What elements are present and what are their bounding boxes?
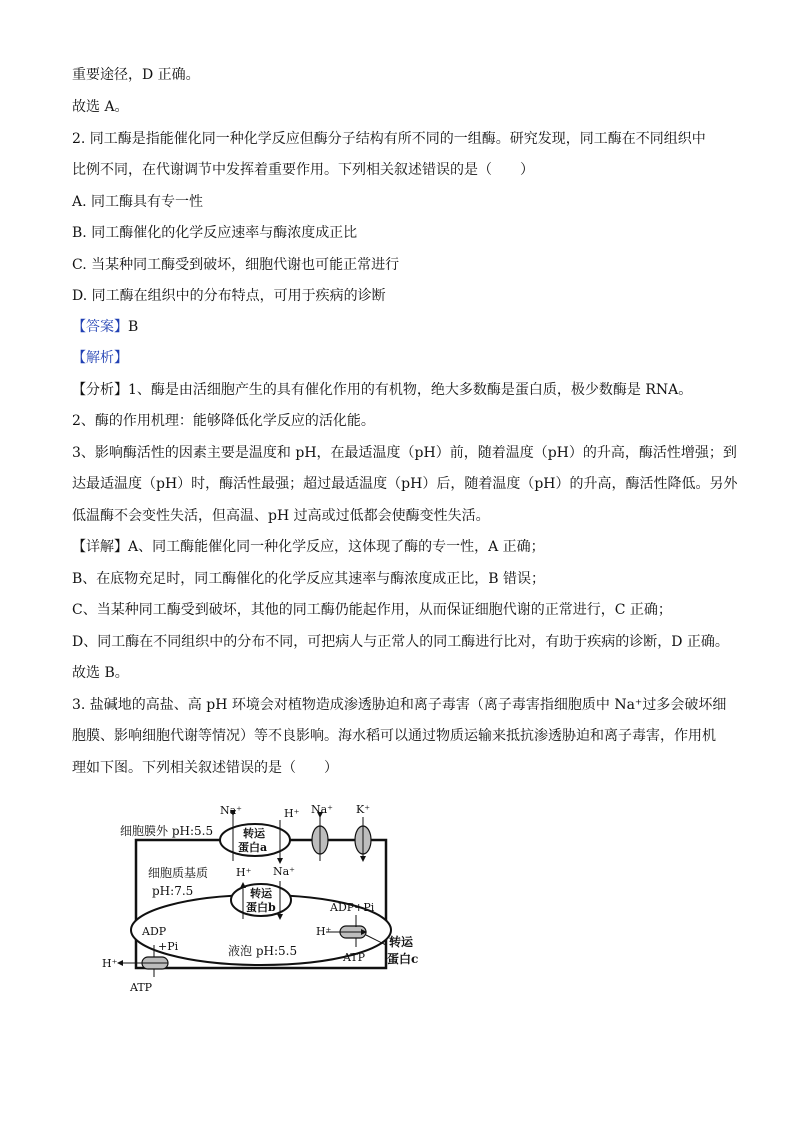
analysis-sub-tag: 【分析】 — [72, 382, 128, 398]
detail-tag: 【详解】 — [72, 539, 128, 555]
protein-b-label-1: 转运 — [250, 887, 272, 900]
detail-line-1 — [72, 538, 545, 556]
q3-stem-2: 胞膜、影响细胞代谢等情况）等不良影响。海水稻可以通过物质运输来抵抗渗透胁迫和离子毒害，作用机 — [72, 728, 716, 744]
answer-line — [72, 318, 138, 336]
transport-diagram — [98, 795, 438, 1005]
adp-label: ADP — [142, 925, 167, 938]
label-vacuole: 液泡 pH:5.5 — [228, 944, 298, 958]
line-1: 重要途径，D 正确。 — [72, 67, 200, 83]
q2-stem-2: 比例不同，在代谢调节中发挥着重要作用。下列相关叙述错误的是（ ） — [72, 162, 534, 178]
label-outside: 细胞膜外 pH:5.5 — [120, 824, 214, 838]
analysis-text-1: 1、酶是由活细胞产生的具有催化作用的有机物，绝大多数酶是蛋白质，极少数酶是 RNA。 — [128, 382, 693, 398]
na-b-label: Na⁺ — [273, 865, 295, 878]
analysis-tag: 【解析】 — [72, 350, 128, 366]
h-c-label: H⁺ — [316, 925, 332, 938]
atp-label: ATP — [130, 981, 153, 994]
q2-option-a: A. 同工酶具有专一性 — [72, 194, 204, 210]
atp-c-label: ATP — [343, 951, 366, 964]
analysis-line-1 — [72, 381, 692, 399]
analysis-line-2: 2、酶的作用机理：能够降低化学反应的活化能。 — [72, 413, 375, 429]
detail-line-3: C、当某种同工酶受到破坏，其他的同工酶仍能起作用，从而保证细胞代谢的正常进行，C 正确； — [72, 602, 672, 618]
analysis-line-5: 低温酶不会变性失活，但高温、pH 过高或过低都会使酶变性失活。 — [72, 508, 490, 524]
analysis-line-4: 达最适温度（pH）时，酶活性最强；超过最适温度（pH）后，随着温度（pH）的升高，酶活性降低。另外 — [72, 476, 738, 492]
protein-a-label-2: 蛋白a — [238, 841, 268, 854]
q2-stem-1: 2. 同工酶是指能催化同一种化学反应但酶分子结构有所不同的一组酶。研究发现，同工酶在不同组织中 — [72, 131, 706, 147]
protein-a-label-1: 转运 — [243, 827, 265, 840]
h-outside-a: H⁺ — [284, 807, 300, 820]
label-cytoplasm: 细胞质基质 — [148, 866, 209, 880]
detail-line-5: 故选 B。 — [72, 665, 129, 681]
q3-stem-3: 理如下图。下列相关叙述错误的是（ ） — [72, 760, 338, 776]
detail-text-1: A、同工酶能催化同一种化学反应，这体现了酶的专一性，A 正确； — [128, 539, 545, 555]
protein-c-label-1: 转运 — [389, 935, 414, 949]
adp-pi-c-label: ADP+Pi — [330, 901, 375, 914]
pi-label: +Pi — [158, 940, 179, 953]
answer-value: B — [128, 319, 139, 335]
q2-option-c: C. 当某种同工酶受到破坏，细胞代谢也可能正常进行 — [72, 257, 400, 273]
q3-stem-1: 3. 盐碱地的高盐、高 pH 环境会对植物造成渗透胁迫和离子毒害（离子毒害指细胞质中 Na⁺过多会破坏细 — [72, 697, 727, 713]
line-2: 故选 A。 — [72, 99, 129, 115]
answer-tag: 【答案】 — [72, 319, 128, 335]
h-b-label: H⁺ — [236, 866, 252, 879]
protein-c-label-2: 蛋白c — [387, 952, 419, 966]
label-cytoplasm-ph: pH:7.5 — [152, 884, 194, 898]
k-channel-label: K⁺ — [356, 803, 371, 816]
na-channel-label: Na⁺ — [311, 803, 333, 816]
detail-line-2: B、在底物充足时，同工酶催化的化学反应其速率与酶浓度成正比，B 错误； — [72, 571, 546, 587]
q2-option-d: D. 同工酶在组织中的分布特点，可用于疾病的诊断 — [72, 288, 386, 304]
q2-option-b: B. 同工酶催化的化学反应速率与酶浓度成正比 — [72, 225, 358, 241]
na-outside-a: Na⁺ — [220, 804, 242, 817]
protein-b-label-2: 蛋白b — [246, 901, 276, 914]
detail-line-4: D、同工酶在不同组织中的分布不同，可把病人与正常人的同工酶进行比对，有助于疾病的诊断，D 正确。 — [72, 634, 729, 650]
analysis-line-3: 3、影响酶活性的因素主要是温度和 pH，在最适温度（pH）前，随着温度（pH）的升高，酶活性增强；到 — [72, 445, 737, 461]
h-outside-pump: H⁺ — [102, 957, 118, 970]
